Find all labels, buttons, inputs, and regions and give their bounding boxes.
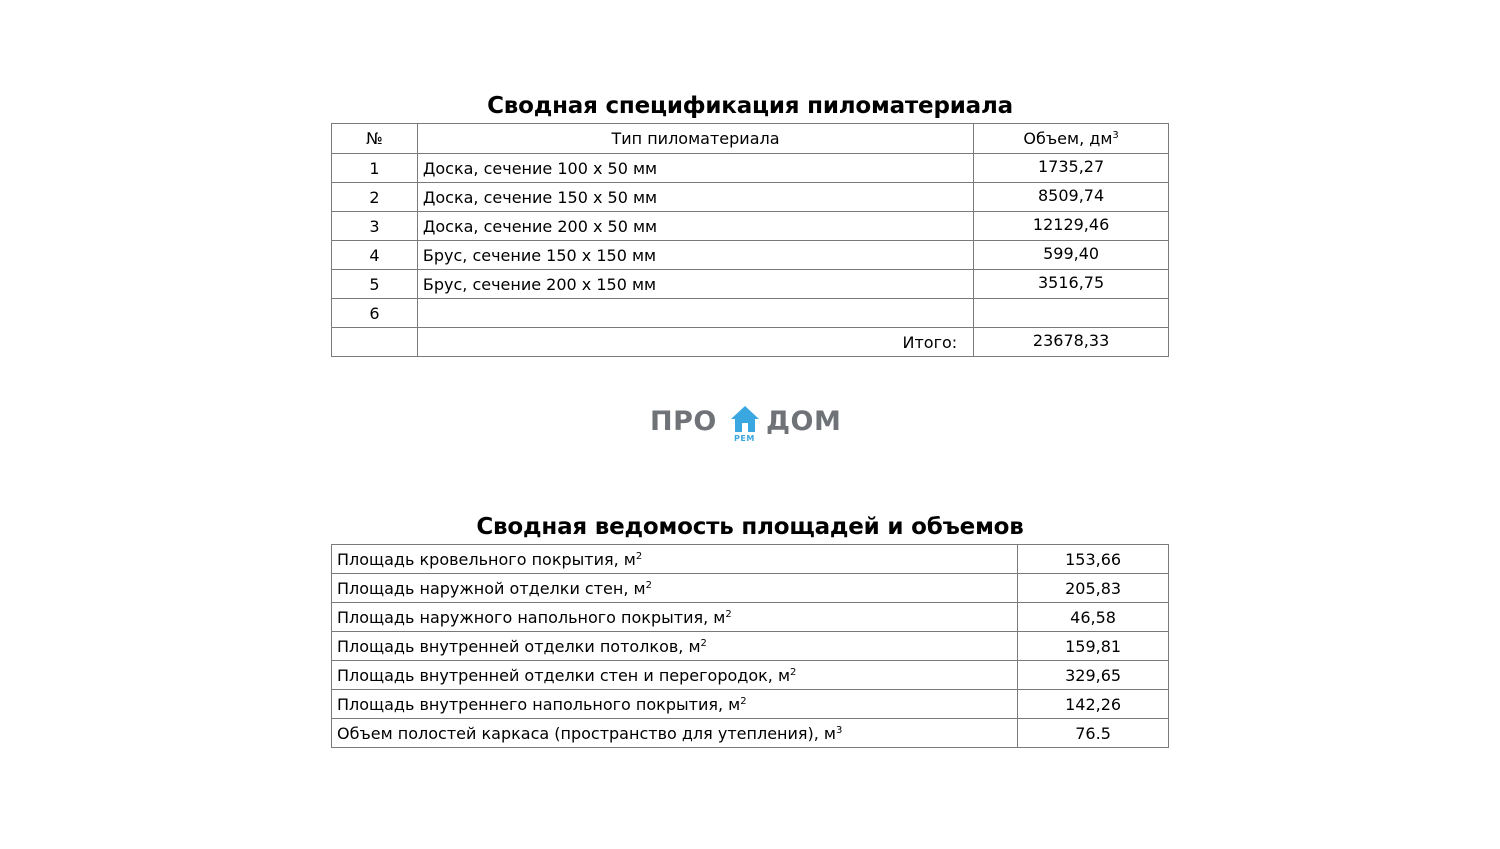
row-type: Брус, сечение 150 х 150 мм	[417, 241, 973, 270]
row-value: 142,26	[1018, 690, 1169, 719]
row-type: Брус, сечение 200 х 150 мм	[417, 270, 973, 299]
table-row	[332, 183, 1169, 212]
areas-title: Сводная ведомость площадей и объемов	[476, 514, 1024, 540]
spec-title: Сводная спецификация пиломатериала	[487, 93, 1013, 119]
header-type: Тип пиломатериала	[417, 124, 973, 154]
row-label-exp: 2	[790, 666, 797, 678]
row-num: 5	[332, 270, 418, 299]
areas-volumes-table	[331, 544, 1169, 748]
row-label-text: Площадь внутренней отделки стен и перегородок, м	[337, 665, 791, 685]
header-num: №	[332, 124, 418, 154]
row-label	[332, 603, 1018, 632]
row-volume: 12129,46	[974, 212, 1169, 241]
house-icon	[730, 404, 760, 434]
row-label	[332, 719, 1018, 748]
table-row	[332, 545, 1169, 574]
header-volume-label: Объем, дм	[1023, 129, 1113, 148]
row-num: 3	[332, 212, 418, 241]
header-volume-exp: 3	[1112, 130, 1119, 141]
row-volume: 1735,27	[974, 154, 1169, 183]
total-value: 23678,33	[974, 328, 1169, 357]
row-label-exp: 2	[700, 637, 707, 649]
row-num: 6	[332, 299, 418, 328]
table-row	[332, 241, 1169, 270]
row-volume: 8509,74	[974, 183, 1169, 212]
row-num: 2	[332, 183, 418, 212]
row-num: 1	[332, 154, 418, 183]
row-label	[332, 690, 1018, 719]
header-volume	[974, 124, 1169, 154]
logo-word-left: ПРО	[650, 406, 717, 437]
table-row	[332, 690, 1169, 719]
row-label-text: Площадь наружного напольного покрытия, м	[337, 607, 726, 627]
row-label-text: Площадь внутренней отделки потолков, м	[337, 636, 701, 656]
row-value: 76.5	[1018, 719, 1169, 748]
row-label-text: Объем полостей каркаса (пространство для утепления), м	[337, 723, 836, 743]
total-empty-cell	[332, 328, 418, 357]
row-label-exp: 3	[836, 724, 843, 736]
table-row	[332, 603, 1169, 632]
table-row	[332, 574, 1169, 603]
table-row	[332, 212, 1169, 241]
logo-word-right: ДОМ	[766, 406, 842, 437]
row-label-text: Площадь внутреннего напольного покрытия, м	[337, 694, 741, 714]
row-label	[332, 661, 1018, 690]
lumber-spec-table	[331, 123, 1169, 357]
logo-subtext: РЕМ	[734, 434, 755, 443]
row-label-text: Площадь кровельного покрытия, м	[337, 549, 636, 569]
row-value: 159,81	[1018, 632, 1169, 661]
total-label: Итого:	[417, 328, 973, 357]
table-row	[332, 632, 1169, 661]
row-volume: 599,40	[974, 241, 1169, 270]
table-row	[332, 270, 1169, 299]
company-logo	[650, 402, 850, 446]
row-value: 329,65	[1018, 661, 1169, 690]
row-type: Доска, сечение 100 х 50 мм	[417, 154, 973, 183]
row-label-exp: 2	[740, 695, 747, 707]
table-row	[332, 719, 1169, 748]
row-num: 4	[332, 241, 418, 270]
total-row	[332, 328, 1169, 357]
table-row	[332, 154, 1169, 183]
row-label	[332, 632, 1018, 661]
table-row	[332, 299, 1169, 328]
table-row	[332, 661, 1169, 690]
row-label	[332, 574, 1018, 603]
row-volume: 3516,75	[974, 270, 1169, 299]
row-label-exp: 2	[645, 579, 652, 591]
row-value: 46,58	[1018, 603, 1169, 632]
row-value: 153,66	[1018, 545, 1169, 574]
row-label-exp: 2	[635, 550, 643, 562]
row-type	[417, 299, 973, 328]
row-type: Доска, сечение 150 х 50 мм	[417, 183, 973, 212]
row-type: Доска, сечение 200 х 50 мм	[417, 212, 973, 241]
row-value: 205,83	[1018, 574, 1169, 603]
row-volume	[974, 299, 1169, 328]
table-header-row	[332, 124, 1169, 154]
row-label	[332, 545, 1018, 574]
row-label-text: Площадь наружной отделки стен, м	[337, 578, 646, 598]
row-label-exp: 2	[725, 608, 732, 620]
